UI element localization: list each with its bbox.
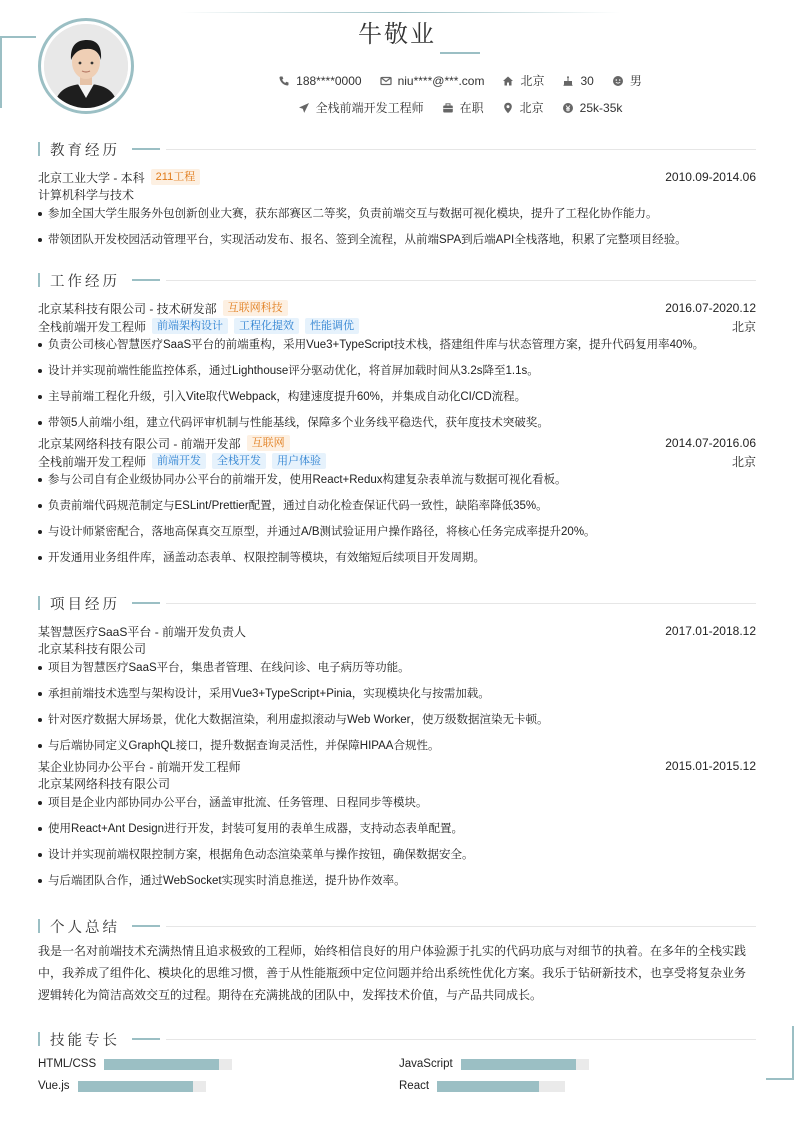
position-text: 全栈前端开发工程师 <box>315 101 424 115</box>
skill-item <box>399 1057 756 1071</box>
skill-tag: 全栈开发 <box>212 453 266 469</box>
status-item <box>442 99 484 116</box>
mail-icon <box>380 75 392 87</box>
list-item: 负责公司核心智慧医疗SaaS平台的前端重构，采用Vue3+TypeScript技术栈，搭建组件库与状态管理方案，提升代码复用率40%。 <box>38 335 756 361</box>
skill-bar-fill <box>437 1081 539 1092</box>
industry-tag: 互联网 <box>247 435 290 451</box>
education-header <box>38 168 756 186</box>
phone-icon <box>278 75 290 87</box>
skill-item <box>38 1079 399 1093</box>
work-role-row <box>38 452 756 470</box>
list-item: 与设计师紧密配合，落地高保真交互原型，并通过A/B测试验证用户操作路径，将核心任务完成率提升20%。 <box>38 522 756 548</box>
target-city-item <box>502 99 544 116</box>
skill-tag: 工程化提效 <box>234 318 299 334</box>
skill-name: HTML/CSS <box>38 1058 97 1070</box>
salary-icon <box>562 102 574 114</box>
education-date: 2010.09-2014.06 <box>665 170 756 184</box>
list-item: 带领5人前端小组，建立代码评审机制与性能基线，保障多个业务线平稳迭代，获年度技术突破奖。 <box>38 413 756 439</box>
skill-name: Vue.js <box>38 1080 70 1092</box>
section-heading <box>38 272 756 288</box>
summary-text: 我是一名对前端技术充满热情且追求极致的工程师，始终相信良好的用户体验源于扎实的代码功底与对细节的执着。在多年的全栈实践中，我养成了组件化、模块化的思维习惯，善于从性能瓶颈中定位问题并给出系统性优化方案。我乐于钻研新技术，也享受将复杂业务逻辑转化为简洁高效交互的过程。期待在充满挑战的团队中，发挥技术价值，与产品共同成长。 <box>38 944 747 1002</box>
job-role: 全栈前端开发工程师 <box>38 319 147 334</box>
work-role-row <box>38 317 756 335</box>
project-title: 某智慧医疗SaaS平台 - 前端开发负责人 <box>38 624 247 639</box>
contact-row <box>0 72 794 89</box>
skill-bar-fill <box>461 1059 576 1070</box>
skill-tag: 用户体验 <box>272 453 326 469</box>
project-bullets <box>38 658 756 762</box>
work-date: 2016.07-2020.12 <box>665 301 756 315</box>
section-heading <box>38 595 756 611</box>
work-header <box>38 299 756 317</box>
section-title: 项目经历 <box>50 596 120 613</box>
work-bullets <box>38 470 756 574</box>
list-item: 项目为智慧医疗SaaS平台，集患者管理、在线问诊、电子病历等功能。 <box>38 658 756 684</box>
work-city: 北京 <box>731 319 756 334</box>
school-tag: 211工程 <box>151 169 201 185</box>
send-icon <box>298 102 310 114</box>
project-company: 北京某科技有限公司 <box>38 642 147 656</box>
phone-item <box>278 74 361 88</box>
list-item: 负责前端代码规范制定与ESLint/Prettier配置，通过自动化检查保证代码一致性，缺陷率降低35%。 <box>38 496 756 522</box>
work-bullets <box>38 335 756 439</box>
list-item: 承担前端技术选型与架构设计，采用Vue3+TypeScript+Pinia，实现模块化与按需加载。 <box>38 684 756 710</box>
section-title: 个人总结 <box>50 919 120 936</box>
list-item: 与后端协同定义GraphQL接口，提升数据查询灵活性，并保障HIPAA合规性。 <box>38 736 756 762</box>
section-title: 工作经历 <box>50 273 120 290</box>
age-icon <box>562 75 574 87</box>
company-name: 北京某科技有限公司 - 技术研发部 <box>38 301 217 316</box>
project-bullets <box>38 793 756 897</box>
email-item <box>380 74 485 88</box>
school-name: 北京工业大学 - 本科 <box>38 170 145 185</box>
industry-tag: 互联网科技 <box>223 300 288 316</box>
location-text: 北京 <box>520 74 545 88</box>
salary-item <box>562 101 623 115</box>
skill-tag: 性能调优 <box>305 318 359 334</box>
position-item <box>298 99 424 116</box>
list-item: 项目是企业内部协同办公平台，涵盖审批流、任务管理、日程同步等模块。 <box>38 793 756 819</box>
skill-tag: 前端开发 <box>152 453 206 469</box>
project-header <box>38 622 756 640</box>
salary-text: 25k-35k <box>579 100 623 115</box>
list-item: 针对医疗数据大屏场景，优化大数据渲染，利用虚拟滚动与Web Worker，使万级数据渲染无卡顿。 <box>38 710 756 736</box>
list-item: 带领团队开发校园活动管理平台，实现活动发布、报名、签到全流程，从前端SPA到后端API全栈落地，积累了完整项目经验。 <box>38 230 756 256</box>
project-title: 某企业协同办公平台 - 前端开发工程师 <box>38 759 241 774</box>
skill-bar-fill <box>104 1059 219 1070</box>
gender-item <box>612 72 642 89</box>
header-rule <box>180 12 620 13</box>
corner-decoration-bottom-right <box>766 1026 794 1080</box>
briefcase-icon <box>442 102 454 114</box>
job-role: 全栈前端开发工程师 <box>38 454 147 469</box>
skill-bar <box>437 1081 565 1092</box>
section-title: 技能专长 <box>50 1032 120 1049</box>
list-item: 设计并实现前端权限控制方案，根据角色动态渲染菜单与操作按钮，确保数据安全。 <box>38 845 756 871</box>
work-city: 北京 <box>731 454 756 469</box>
skill-bar <box>461 1059 589 1070</box>
projects-section <box>38 595 756 897</box>
project-date: 2015.01-2015.12 <box>665 759 756 773</box>
section-title: 教育经历 <box>50 142 120 159</box>
list-item: 使用React+Ant Design进行开发，封装可复用的表单生成器，支持动态表单配置。 <box>38 819 756 845</box>
project-company: 北京某网络科技有限公司 <box>38 777 171 791</box>
phone-text: 188****0000 <box>296 73 362 88</box>
list-item: 开发通用业务组件库，涵盖动态表单、权限控制等模块，有效缩短后续项目开发周期。 <box>38 548 756 574</box>
skill-item <box>399 1079 756 1093</box>
skills-section <box>38 1031 756 1093</box>
work-section <box>38 272 756 574</box>
list-item: 设计并实现前端性能监控体系，通过Lighthouse评分驱动优化，将首屏加载时间从3.2s降至1.1s。 <box>38 361 756 387</box>
work-date: 2014.07-2016.06 <box>665 436 756 450</box>
section-heading <box>38 918 756 934</box>
age-text: 30 <box>580 73 594 88</box>
section-heading <box>38 1031 756 1047</box>
education-section <box>38 141 756 256</box>
major: 计算机科学与技术 <box>38 188 135 202</box>
project-date: 2017.01-2018.12 <box>665 624 756 638</box>
location-item <box>502 72 544 89</box>
summary-section <box>38 918 756 1006</box>
gender-text: 男 <box>629 74 642 88</box>
job-intent-row <box>0 99 794 116</box>
section-heading <box>38 141 756 157</box>
skills-grid <box>38 1057 756 1093</box>
skill-bar <box>78 1081 206 1092</box>
name-underline <box>440 52 480 54</box>
status-text: 在职 <box>459 101 484 115</box>
list-item: 与后端团队合作，通过WebSocket实现实时消息推送，提升协作效率。 <box>38 871 756 897</box>
company-name: 北京某网络科技有限公司 - 前端开发部 <box>38 436 241 451</box>
list-item: 参与公司自有企业级协同办公平台的前端开发，使用React+Redux构建复杂表单流与数据可视化看板。 <box>38 470 756 496</box>
skill-name: React <box>399 1080 430 1092</box>
age-item <box>562 74 593 88</box>
location-icon <box>502 102 514 114</box>
skill-bar-fill <box>78 1081 193 1092</box>
home-icon <box>502 75 514 87</box>
skill-tag: 前端架构设计 <box>152 318 228 334</box>
target-city-text: 北京 <box>519 101 544 115</box>
gender-icon <box>612 75 624 87</box>
email-text: niu****@***.com <box>397 73 485 88</box>
skill-name: JavaScript <box>399 1058 453 1070</box>
education-bullets <box>38 204 756 256</box>
list-item: 参加全国大学生服务外包创新创业大赛，获东部赛区二等奖，负责前端交互与数据可视化模块，提升了工程化协作能力。 <box>38 204 756 230</box>
skill-bar <box>104 1059 232 1070</box>
list-item: 主导前端工程化升级，引入Vite取代Webpack，构建速度提升60%，并集成自动化CI/CD流程。 <box>38 387 756 413</box>
skill-item <box>38 1057 399 1071</box>
candidate-name: 牛敬业 <box>358 20 436 48</box>
